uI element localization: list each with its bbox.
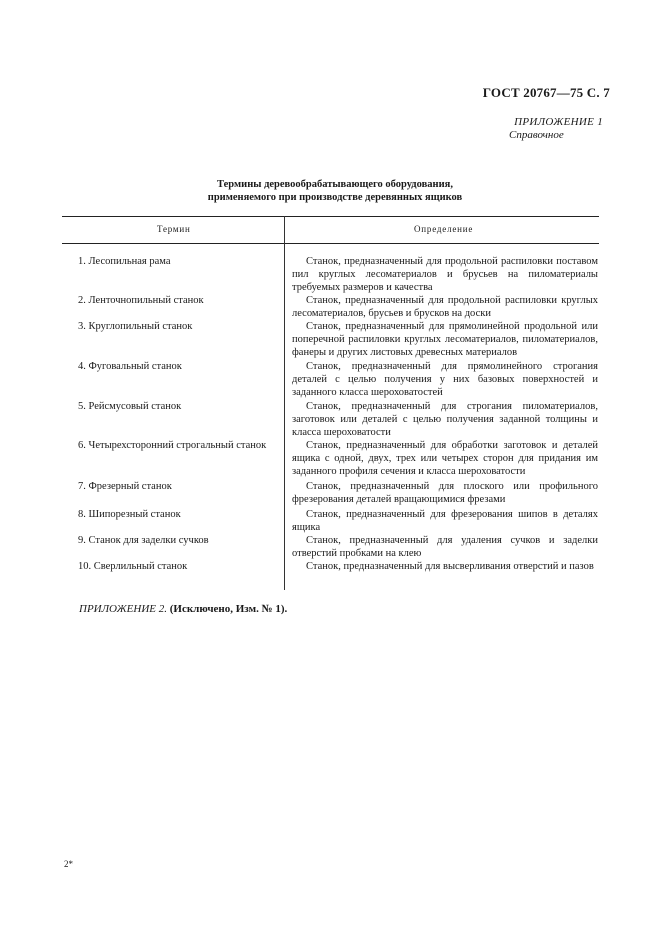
term-text: 5. Рейсмусовый станок [78, 401, 182, 412]
table-column-divider [284, 216, 285, 590]
table-title-line-2: применяемого при производстве деревянных ящиков [207, 192, 463, 203]
column-header-definition: Определение [414, 224, 474, 234]
table-row-definition [292, 439, 598, 479]
definition-text: Станок, предназначенный для обработки заготовок и деталей ящика с одной, двух, трех или четырех сторон для придания им заданного профиля сечения и класса шероховатости [292, 440, 598, 478]
appendix-note: Справочное [509, 129, 564, 141]
table-row-term [66, 439, 276, 452]
table-row-term [66, 255, 276, 268]
definition-text: Станок, предназначенный для высверливания отверстий и пазов [306, 561, 594, 572]
term-text: 9. Станок для заделки сучков [78, 535, 209, 546]
term-text: 6. Четырехсторонний строгальный станок [78, 440, 267, 451]
table-row-definition [292, 508, 598, 534]
page-mark: 2* [64, 859, 73, 869]
table-row-term [66, 320, 276, 333]
term-text: 10. Сверлильный станок [78, 561, 188, 572]
appendix-2-note [79, 603, 287, 615]
appendix-block [460, 116, 603, 142]
table-row-definition [292, 400, 598, 440]
definition-text: Станок, предназначенный для продольной распиловки круглых лесоматериалов, брусьев и брусков на доски [292, 295, 598, 320]
term-text: 4. Фуговальный станок [78, 361, 182, 372]
appendix-label: ПРИЛОЖЕНИЕ 1 [514, 116, 603, 128]
table-title-line-1: Термины деревообрабатывающего оборудования, [217, 179, 453, 190]
table-row-term [66, 294, 276, 307]
definition-text: Станок, предназначенный для удаления сучков и заделки отверстий пробками на клею [292, 535, 598, 560]
table-title [140, 178, 530, 204]
term-text: 1. Лесопильная рама [78, 256, 171, 267]
definition-text: Станок, предназначенный для фрезерования шипов в деталях ящика [292, 509, 598, 534]
definition-text: Станок, предназначенный для прямолинейного строгания деталей с целью получения у них базовых поверхностей и заданного класса шероховатостей [292, 361, 598, 399]
table-top-rule [62, 216, 599, 217]
appendix-2-label: ПРИЛОЖЕНИЕ 2. [79, 603, 167, 615]
table-row-definition [292, 255, 598, 295]
table-row-term [66, 534, 276, 547]
table-row-term [66, 560, 276, 573]
appendix-2-text: (Исключено, Изм. № 1). [169, 603, 288, 615]
table-row-term [66, 360, 276, 373]
table-row-definition [292, 480, 598, 506]
definition-text: Станок, предназначенный для прямолинейной продольной или поперечной распиловки круглых лесоматериалов, пиломатериалов, фанеры и других листовых древесных материалов [292, 321, 598, 359]
table-row-definition [292, 294, 598, 320]
term-text: 2. Ленточнопильный станок [78, 295, 204, 306]
table-row-definition [292, 560, 598, 573]
table-row-term [66, 508, 276, 521]
table-row-definition [292, 534, 598, 560]
term-text: 8. Шипорезный станок [78, 509, 181, 520]
document-header: ГОСТ 20767—75 С. 7 [482, 85, 610, 100]
table-row-definition [292, 360, 598, 400]
term-text: 7. Фрезерный станок [78, 481, 172, 492]
table-header-rule [62, 243, 599, 244]
definition-text: Станок, предназначенный для строгания пиломатериалов, заготовок или деталей с целью получения заданной толщины и класса шероховатости [292, 401, 598, 439]
term-text: 3. Круглопильный станок [78, 321, 193, 332]
definition-text: Станок, предназначенный для продольной распиловки поставом пил круглых лесоматериалов и брусьев на пиломатериалы требуемых размеров и качества [292, 256, 598, 294]
table-row-definition [292, 320, 598, 360]
column-header-term: Термин [157, 224, 191, 234]
table-row-term [66, 480, 276, 493]
table-row-term [66, 400, 276, 413]
definition-text: Станок, предназначенный для плоского или профильного фрезерования деталей вращающимися фрезами [292, 481, 598, 506]
